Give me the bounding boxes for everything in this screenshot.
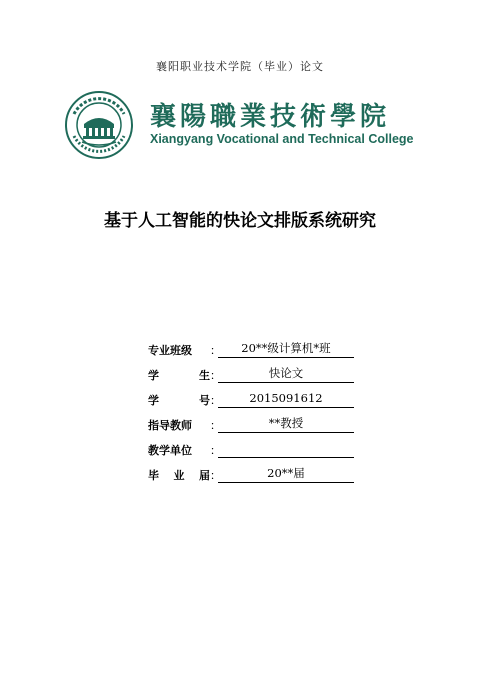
info-label: 专业班级 — [148, 344, 192, 357]
info-row-teaching-unit — [148, 440, 368, 465]
info-label — [148, 367, 210, 383]
info-label: 指导教师 — [148, 419, 192, 432]
info-colon: ： — [210, 344, 221, 357]
info-label — [148, 392, 210, 408]
info-value-advisor: **教授 — [218, 415, 354, 433]
college-logo — [64, 90, 414, 160]
info-row-student-id — [148, 390, 368, 415]
info-table — [148, 340, 368, 490]
info-colon: ： — [210, 419, 221, 432]
info-colon: ： — [210, 394, 221, 407]
info-label-char: 生 — [199, 369, 210, 382]
info-row-student — [148, 365, 368, 390]
info-value-teaching-unit — [218, 440, 354, 458]
info-colon: ： — [210, 369, 221, 382]
info-row-graduation-year — [148, 465, 368, 490]
thesis-title: 基于人工智能的快论文排版系统研究 — [104, 211, 376, 231]
info-label-char: 届 — [199, 469, 210, 482]
info-value-major-class: 20**级计算机*班 — [218, 340, 354, 358]
college-name-cn: 襄陽職業技術學院 — [150, 102, 391, 132]
info-colon: ： — [210, 469, 221, 482]
info-colon: ： — [210, 444, 221, 457]
info-label-char: 毕 — [148, 469, 159, 482]
info-label: 教学单位 — [148, 444, 192, 457]
header-text: 襄阳职业技术学院（毕业）论文 — [156, 60, 324, 73]
info-value-student-id: 2015091612 — [218, 390, 354, 408]
info-label-char: 业 — [173, 469, 185, 482]
info-value-graduation-year: 20**届 — [218, 465, 354, 483]
college-emblem-icon — [64, 90, 134, 160]
info-value-student: 快论文 — [218, 365, 354, 383]
college-name-en: Xiangyang Vocational and Technical College — [150, 132, 414, 146]
info-label-char: 号 — [199, 394, 210, 407]
info-label-char: 学 — [148, 369, 159, 382]
info-label-char: 学 — [148, 394, 159, 407]
info-label — [148, 467, 210, 483]
info-row-major-class — [148, 340, 368, 365]
info-row-advisor — [148, 415, 368, 440]
